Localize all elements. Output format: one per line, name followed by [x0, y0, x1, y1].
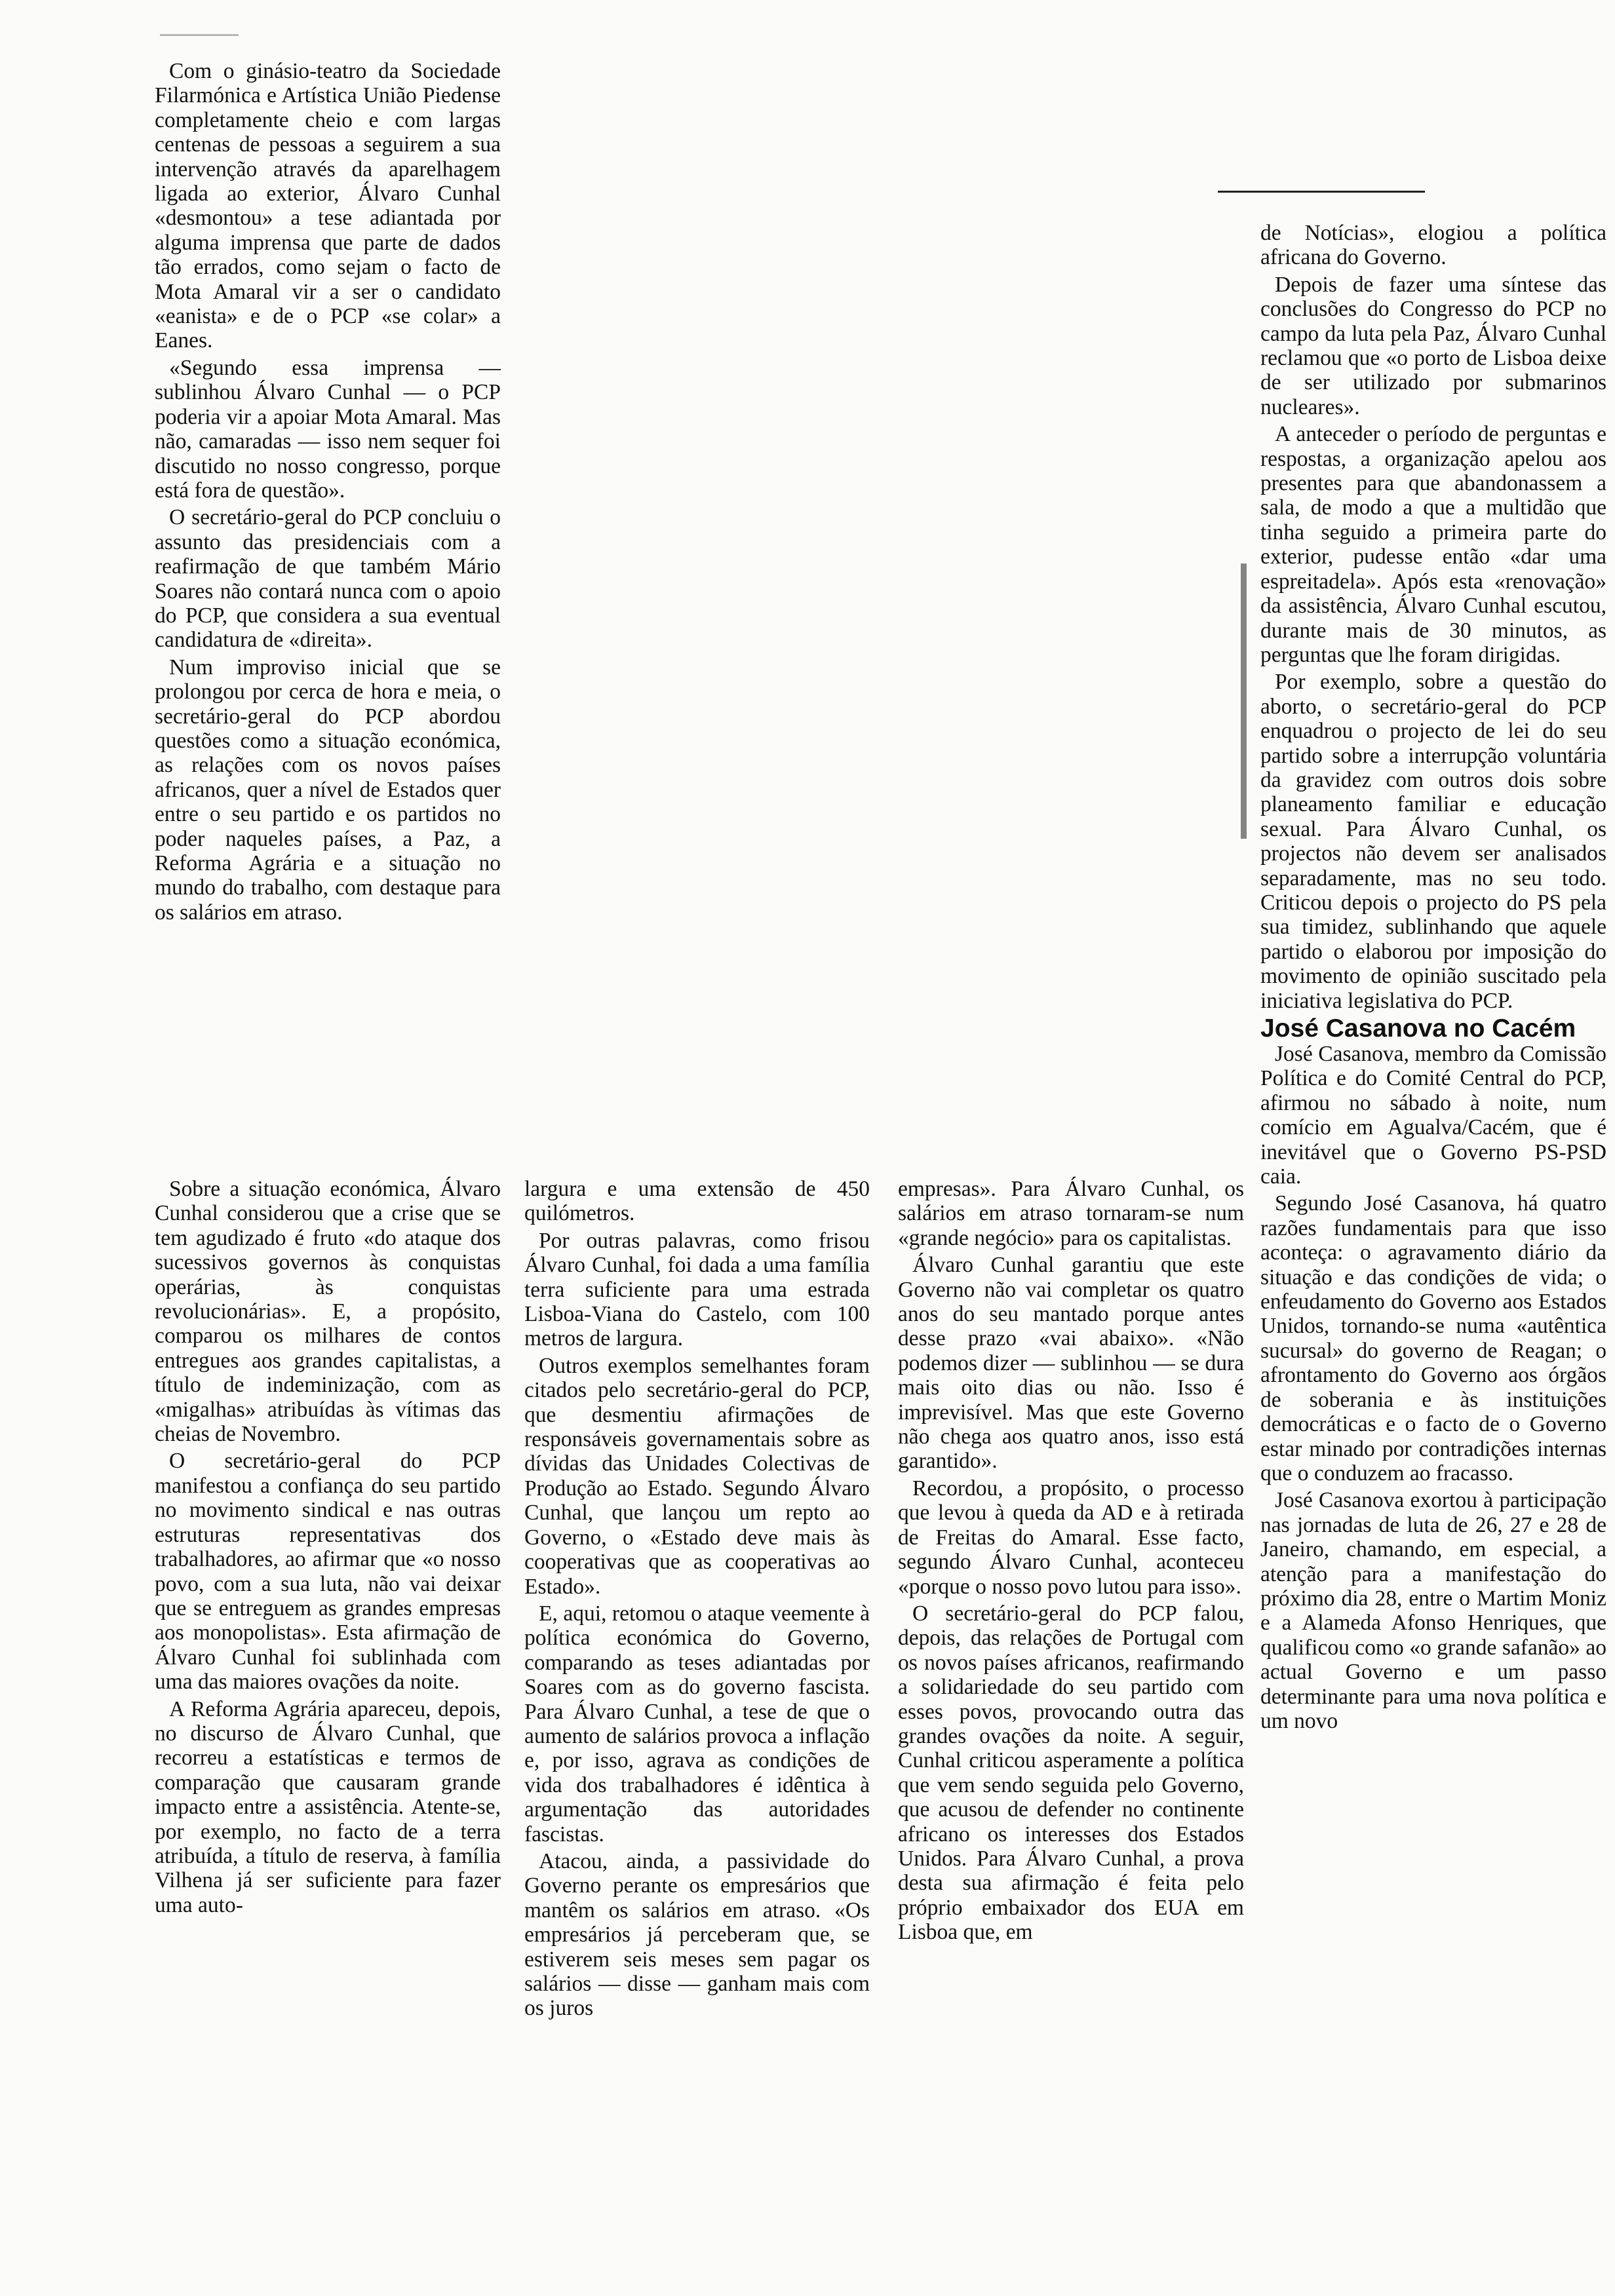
- paragraph: José Casanova exortou à participação nas jornadas de luta de 26, 27 e 28 de Janeiro, chamando, em especial, a atenção para a manifestação do próximo dia 28, entre o Martim Moniz e a Alameda Afonso Henriques, que qualificou como «o grande safanão» ao actual Governo e um passo determinante para uma nova política e um novo: [1260, 1488, 1606, 1733]
- paragraph: E, aqui, retomou o ataque veemente à política económica do Governo, comparando as teses adiantadas por Soares com as do governo fascista. Para Álvaro Cunhal, a tese de que o aumento de salários provoca a inflação e, por isso, agrava as condições de vida dos trabalhadores é idêntica à argumentação das autoridades fascistas.: [524, 1601, 870, 1846]
- paragraph: O secretário-geral do PCP concluiu o assunto das presidenciais com a reafirmação de que também Mário Soares não contará nunca com o apoio do PCP, que considera a sua eventual candidatura de «direita».: [155, 505, 501, 653]
- paragraph: de Notícias», elogiou a política africana do Governo.: [1260, 221, 1606, 270]
- scan-speck: [160, 34, 239, 36]
- paragraph: Outros exemplos semelhantes foram citados pelo secretário-geral do PCP, que desmentiu afirmações de responsáveis governamentais sobre as dívidas das Unidades Colectivas de Produção ao Estado. Segundo Álvaro Cunhal, que lançou um repto ao Governo, o «Estado deve mais às cooperativas que as cooperativas ao Estado».: [524, 1353, 870, 1599]
- paragraph: Por outras palavras, como frisou Álvaro Cunhal, foi dada a uma família terra suficiente para uma estrada Lisboa-Viana do Castelo, com 100 metros de largura.: [524, 1228, 870, 1351]
- paragraph: Sobre a situação económica, Álvaro Cunhal considerou que a crise que se tem agudizado é fruto «do ataque dos sucessivos governos às conquistas operárias, às conquistas revolucionárias». E, a propósito, comparou os milhares de contos entregues aos grandes capitalistas, a título de indeminização, com as «migalhas» atribuídas às vítimas das cheias de Novembro.: [155, 1177, 501, 1447]
- paragraph: largura e uma extensão de 450 quilómetros.: [524, 1177, 870, 1226]
- paragraph: Depois de fazer uma síntese das conclusões do Congresso do PCP no campo da luta pela Paz, Álvaro Cunhal reclamou que «o porto de Lisboa deixe de ser utilizado por submarinos nucleares».: [1260, 272, 1606, 419]
- paragraph: Com o ginásio-teatro da Sociedade Filarmónica e Artística União Piedense completamente cheio e com largas centenas de pessoas a seguirem a sua intervenção através da aparelhagem ligada ao exterior, Álvaro Cunhal «desmontou» a tese adiantada por alguma imprensa que parte de dados tão errados, como sejam o facto de Mota Amaral vir a ser o candidato «eanista» e de o PCP «se colar» a Eanes.: [155, 59, 501, 353]
- column-2: [524, 1177, 870, 2023]
- scan-margin-mark: [1241, 564, 1247, 839]
- column-1-lower: [155, 1177, 501, 1920]
- paragraph: Segundo José Casanova, há quatro razões fundamentais para que isso aconteça: o agravamento diário da situação e das condições de vida; o enfeudamento do Governo aos Estados Unidos, tornando-se numa «autêntica sucursal» do governo de Reagan; o afrontamento do Governo aos órgãos de soberania e às instituições democráticas e o facto de o Governo estar minado por contradições internas que o conduzem ao fracasso.: [1260, 1191, 1606, 1485]
- paragraph: empresas». Para Álvaro Cunhal, os salários em atraso tornaram-se num «grande negócio» para os capitalistas.: [898, 1177, 1244, 1250]
- paragraph: Num improviso inicial que se prolongou por cerca de hora e meia, o secretário-geral do PCP abordou questões como a situação económica, as relações com os novos países africanos, quer a nível de Estados quer entre o seu partido e os partidos no poder naqueles países, a Paz, a Reforma Agrária e a situação no mundo do trabalho, com destaque para os salários em atraso.: [155, 655, 501, 925]
- column-1-upper: [155, 59, 501, 927]
- section-heading: José Casanova no Cacém: [1260, 1014, 1576, 1043]
- paragraph: A Reforma Agrária apareceu, depois, no discurso de Álvaro Cunhal, que recorreu a estatísticas e termos de comparação que causaram grande impacto entre a assistência. Atente-se, por exemplo, no facto de a terra atribuída, a título de reserva, à família Vilhena já ser suficiente para fazer uma auto-: [155, 1696, 501, 1917]
- paragraph: Por exemplo, sobre a questão do aborto, o secretário-geral do PCP enquadrou o projecto de lei do seu partido sobre a interrupção voluntária da gravidez com outros dois sobre planeamento familiar e educação sexual. Para Álvaro Cunhal, os projectos não devem ser analisados separadamente, mas no seu todo. Criticou depois o projecto do PS pela sua timidez, sublinhando que aquele partido o elaborou por imposição do movimento de opinião suscitado pela iniciativa legislativa do PCP.: [1260, 670, 1606, 1013]
- column-3: [898, 1177, 1244, 1947]
- top-right-rule: [1218, 191, 1425, 193]
- paragraph: O secretário-geral do PCP manifestou a confiança do seu partido no movimento sindical e nas outras estruturas representativas dos trabalhadores, ao afirmar que «o nosso povo, com a sua luta, não vai deixar que se entreguem as grandes empresas aos monopolistas». Esta afirmação de Álvaro Cunhal foi sublinhada com uma das maiores ovações da noite.: [155, 1449, 501, 1694]
- paragraph: Recordou, a propósito, o processo que levou à queda da AD e à retirada de Freitas do Amaral. Esse facto, segundo Álvaro Cunhal, aconteceu «porque o nosso povo lutou para isso».: [898, 1476, 1244, 1599]
- paragraph: Atacou, ainda, a passividade do Governo perante os empresários que mantêm os salários em atraso. «Os empresários já perceberam que, se estiverem seis meses sem pagar os salários — disse — ganham mais com os juros: [524, 1848, 870, 2021]
- paragraph: José Casanova, membro da Comissão Política e do Comité Central do PCP, afirmou no sábado à noite, num comício em Agualva/Cacém, que é inevitável que o Governo PS-PSD caia.: [1260, 1042, 1606, 1189]
- paragraph: A anteceder o período de perguntas e respostas, a organização apelou aos presentes para que abandonassem a sala, de modo a que a multidão que tinha seguido a primeira parte do exterior, pudesse então «dar uma espreitadela». Após esta «renovação» da assistência, Álvaro Cunhal escutou, durante mais de 30 minutos, as perguntas que lhe foram dirigidas.: [1260, 422, 1606, 667]
- paragraph: Álvaro Cunhal garantiu que este Governo não vai completar os quatro anos do seu mantado porque antes desse prazo «vai abaixo». «Não podemos dizer — sublinhou — se dura mais oito dias ou não. Isso é imprevisível. Mas que este Governo não chega aos quatro anos, isso está garantido».: [898, 1253, 1244, 1474]
- paragraph: O secretário-geral do PCP falou, depois, das relações de Portugal com os novos países africanos, reafirmando a solidariedade do seu partido com esses povos, provocando outra das grandes ovações da noite. A seguir, Cunhal criticou asperamente a política que vem sendo seguida pelo Governo, que acusou de defender no continente africano os interesses dos Estados Unidos. Para Álvaro Cunhal, a prova desta sua afirmação é feita pelo próprio embaixador dos EUA em Lisboa que, em: [898, 1601, 1244, 1945]
- column-4: [1260, 221, 1606, 1736]
- paragraph: «Segundo essa imprensa — sublinhou Álvaro Cunhal — o PCP poderia vir a apoiar Mota Amaral. Mas não, camaradas — isso nem sequer foi discutido no nosso congresso, porque está fora de questão».: [155, 355, 501, 503]
